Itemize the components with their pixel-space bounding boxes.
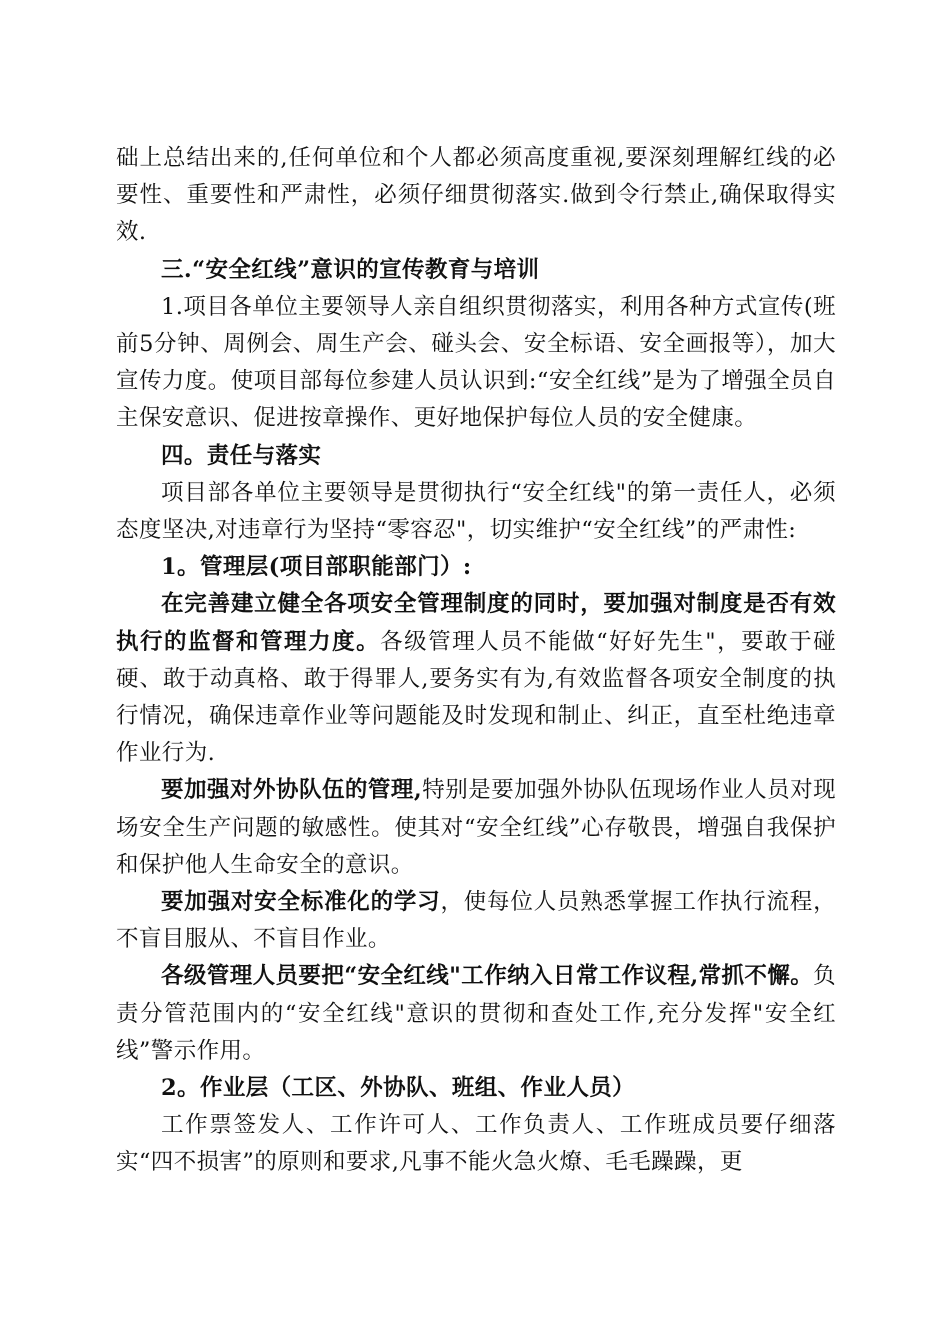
paragraph-4-1c-bold: 要加强对安全标准化的学习	[161, 889, 441, 916]
paragraph-continuation: 础上总结出来的,任何单位和个人都必须高度重视,要深刻理解红线的必要性、重要性和严肃性，必须仔细贯彻落实.做到令行禁止,确保取得实效.	[116, 145, 836, 246]
paragraph-4-1a	[116, 586, 836, 772]
subheading-4-2: 2。作业层（工区、外协队、班组、作业人员）	[161, 1075, 636, 1102]
paragraph-4-1b-rest: 特别是要加强外协队伍现场作业人员对现场安全生产问题的敏感性。使其对“安全红线”心存敬畏，增强自我保护和保护他人生命安全的意识。	[116, 777, 837, 878]
section-heading-4: 四。责任与落实	[161, 442, 322, 469]
paragraph-4: 项目部各单位主要领导是贯彻执行“安全红线"的第一责任人，必须态度坚决,对违章行为坚持“零容忍"，切实维护“安全红线”的严肃性:	[116, 479, 836, 544]
paragraph-4-1d-rest: 负责分管范围内的“安全红线"意识的贯彻和查处工作,充分发挥"安全红线”警示作用。	[116, 963, 836, 1064]
paragraph-4-1b	[116, 772, 836, 884]
paragraph-4-1b-bold: 要加强对外协队伍的管理,	[161, 777, 423, 804]
subheading-4-1: 1。管理层(项目部职能部门）:	[161, 554, 472, 581]
paragraph-4-1c	[116, 884, 836, 958]
section-heading-3: 三.“安全红线”意识的宣传教育与培训	[161, 256, 540, 283]
paragraph-4-1d	[116, 958, 836, 1070]
paragraph-3-1: 1.项目各单位主要领导人亲自组织贯彻落实，利用各种方式宣传(班前5分钟、周例会、周生产会、碰头会、安全标语、安全画报等），加大宣传力度。使项目部每位参建人员认识到:“安全红线”是为了增强全员自主保安意识、促进按章操作、更好地保护每位人员的安全健康。	[116, 293, 836, 432]
paragraph-4-1a-bold: 在完善建立健全各项安全管理制度的同时，要加强对制度是否有效执行的监督和管理力度。	[116, 591, 836, 655]
paragraph-4-1c-rest: ，使每位人员熟悉掌握工作执行流程，不盲目服从、不盲目作业。	[116, 889, 836, 953]
paragraph-4-1d-bold: 各级管理人员要把“安全红线"工作纳入日常工作议程,常抓不懈。	[161, 963, 814, 990]
document-body	[116, 140, 836, 1182]
paragraph-4-2: 工作票签发人、工作许可人、工作负责人、工作班成员要仔细落实“四不损害”的原则和要求,凡事不能火急火燎、毛毛躁躁，更	[116, 1112, 836, 1176]
paragraph-4-1a-rest: 各级管理人员不能做“好好先生"，要敢于碰硬、敢于动真格、敢于得罪人,要务实有为,有效监督各项安全制度的执行情况，确保违章作业等问题能及时发现和制止、纠正，直至杜绝违章作业行为.	[116, 628, 836, 767]
